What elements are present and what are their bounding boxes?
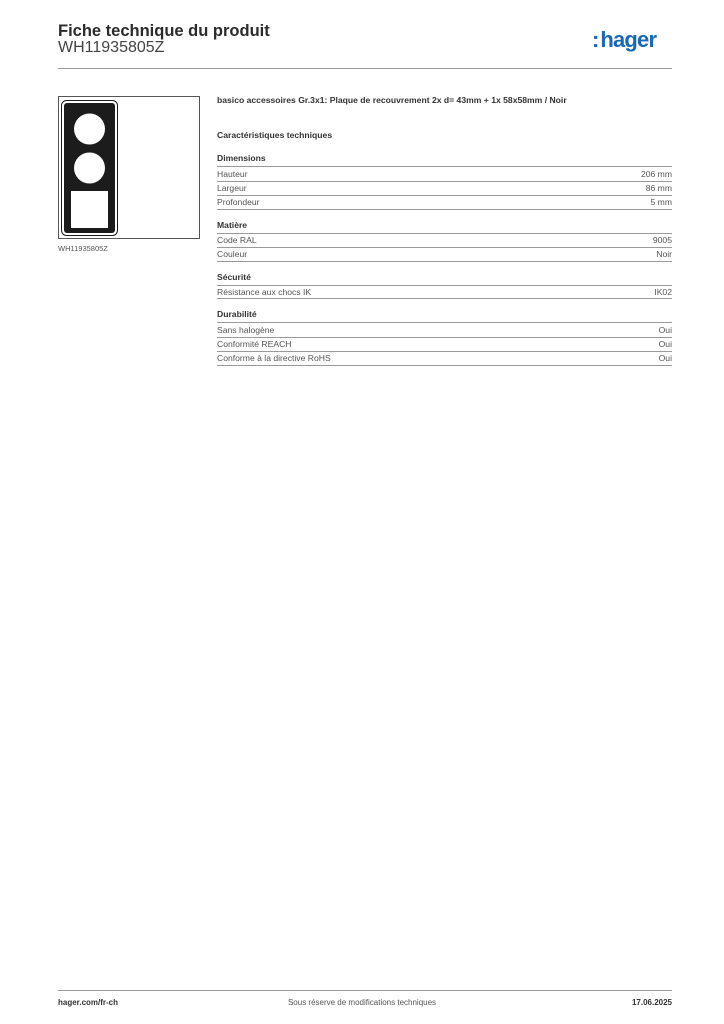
spec-row (217, 285, 672, 300)
spec-value: IK02 (654, 286, 672, 297)
spec-label: Largeur (217, 183, 247, 194)
spec-group-dimensions (217, 152, 672, 210)
spec-row (217, 322, 672, 337)
spec-group-heading: Durabilité (217, 309, 257, 319)
spec-label: Profondeur (217, 197, 260, 208)
spec-row (217, 247, 672, 262)
spec-value: Noir (656, 249, 672, 260)
spec-value: Oui (658, 353, 672, 364)
spec-group-heading: Sécurité (217, 271, 251, 282)
specs-title: Caractéristiques techniques (217, 130, 333, 140)
spec-label: Résistance aux chocs IK (217, 286, 312, 297)
spec-label: Conforme à la directive RoHS (217, 353, 331, 364)
spec-value: 5 mm (650, 197, 672, 208)
footer-divider (58, 990, 672, 991)
footer-date: 17.06.2025 (631, 998, 672, 1007)
footer-website-link[interactable]: hager.com/fr-ch (58, 998, 119, 1007)
spec-row (217, 233, 672, 248)
product-image (58, 96, 200, 239)
square-opening (71, 191, 108, 228)
logo-text: hager (600, 27, 657, 52)
document-title: Fiche technique du produit (58, 22, 270, 40)
footer-notice: Sous réserve de modifications techniques (287, 998, 437, 1007)
product-content (217, 94, 672, 375)
spec-group-safety (217, 271, 672, 300)
spec-group-material (217, 219, 672, 262)
round-opening-middle (74, 153, 105, 184)
spec-value: Oui (658, 339, 672, 350)
spec-value: 9005 (652, 235, 672, 246)
spec-row (217, 337, 672, 352)
spec-group-heading: Dimensions (217, 153, 266, 163)
spec-label: Sans halogène (217, 324, 275, 335)
product-reference: WH11935805Z (58, 39, 165, 56)
spec-label: Couleur (217, 249, 248, 260)
spec-group-heading: Matière (217, 219, 248, 230)
spec-label: Conformité REACH (217, 339, 292, 350)
spec-label: Hauteur (217, 168, 248, 179)
hager-logo[interactable] (592, 28, 656, 52)
spec-row (217, 166, 672, 181)
round-opening-top (74, 114, 105, 145)
spec-value: Oui (658, 324, 672, 335)
product-image-caption: WH11935805Z (58, 244, 108, 253)
spec-row (217, 195, 672, 210)
cover-plate-illustration (59, 97, 199, 238)
spec-row (217, 351, 672, 366)
product-description: basico accessoires Gr.3x1: Plaque de recouvrement 2x d= 43mm + 1x 58x58mm / Noir (217, 95, 567, 105)
spec-group-durability (217, 308, 672, 366)
spec-value: 86 mm (645, 183, 672, 194)
logo-mark: : (592, 27, 600, 52)
header-divider (58, 68, 672, 69)
spec-label: Code RAL (217, 235, 257, 246)
spec-row (217, 181, 672, 196)
spec-value: 206 mm (640, 168, 672, 179)
